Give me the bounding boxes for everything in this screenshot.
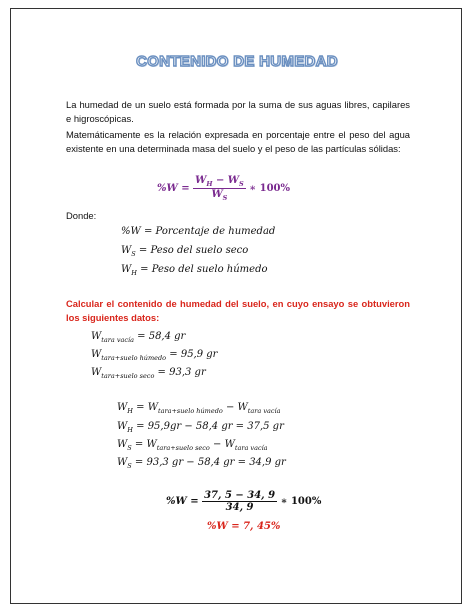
problem-statement: Calcular el contenido de humedad del suelo, en cuyo ensayo se obtuvieron los siguientes datos:	[66, 298, 410, 323]
final-formula	[166, 490, 321, 513]
final-fraction	[202, 490, 277, 513]
final-denominator: 34, 9	[202, 501, 277, 513]
formula-fraction	[193, 175, 246, 202]
definition-row: %W = Porcentaje de humedad	[121, 226, 276, 237]
definition-paragraph: Matemáticamente es la relación expresada en porcentaje entre el peso del agua existente en una determinada masa del suelo y el peso de las partículas sólidas:	[66, 129, 410, 154]
final-numerator: 37, 5 − 34, 9	[204, 490, 276, 501]
final-tail: ∗ 100%	[280, 496, 322, 507]
definition-row: $W_S$ = Peso del suelo seco	[121, 245, 249, 258]
data-row: $W_{tara+suelo húmedo} = 95,9$ gr	[91, 349, 218, 362]
formula-lhs: %W =	[157, 183, 190, 194]
calc-row: $W_S = W_{tara+suelo seco} - W_{tara vacía}$	[117, 439, 268, 452]
data-row: $W_{tara vacía} = 58,4$ gr	[91, 331, 186, 344]
final-result: %W = 7, 45%	[207, 521, 281, 532]
calc-row: $W_H = W_{tara+suelo húmedo} - W_{tara vacía}$	[117, 402, 281, 415]
calc-row: $W_H = 95,9gr - 58,4$ gr = 37,5 gr	[117, 421, 284, 434]
formula-numerator: $W_H - W_S$	[195, 175, 244, 188]
donde-label: Donde:	[66, 210, 97, 221]
intro-paragraph: La humedad de un suelo está formada por la suma de sus aguas libres, capilares e higroscópicas.	[66, 99, 410, 124]
calc-row: $W_S = 93,3$ gr − 58,4 gr = 34,9 gr	[117, 457, 286, 470]
formula-denominator: $W_S$	[193, 188, 246, 202]
definition-row: $W_H$ = Peso del suelo húmedo	[121, 264, 268, 277]
data-row: $W_{tara+suelo seco} = 93,3$ gr	[91, 367, 206, 380]
page-title: CONTENIDO DE HUMEDAD	[136, 53, 338, 70]
final-lhs: %W =	[166, 496, 199, 507]
formula-tail: ∗ 100%	[249, 183, 291, 194]
main-formula	[157, 175, 290, 202]
